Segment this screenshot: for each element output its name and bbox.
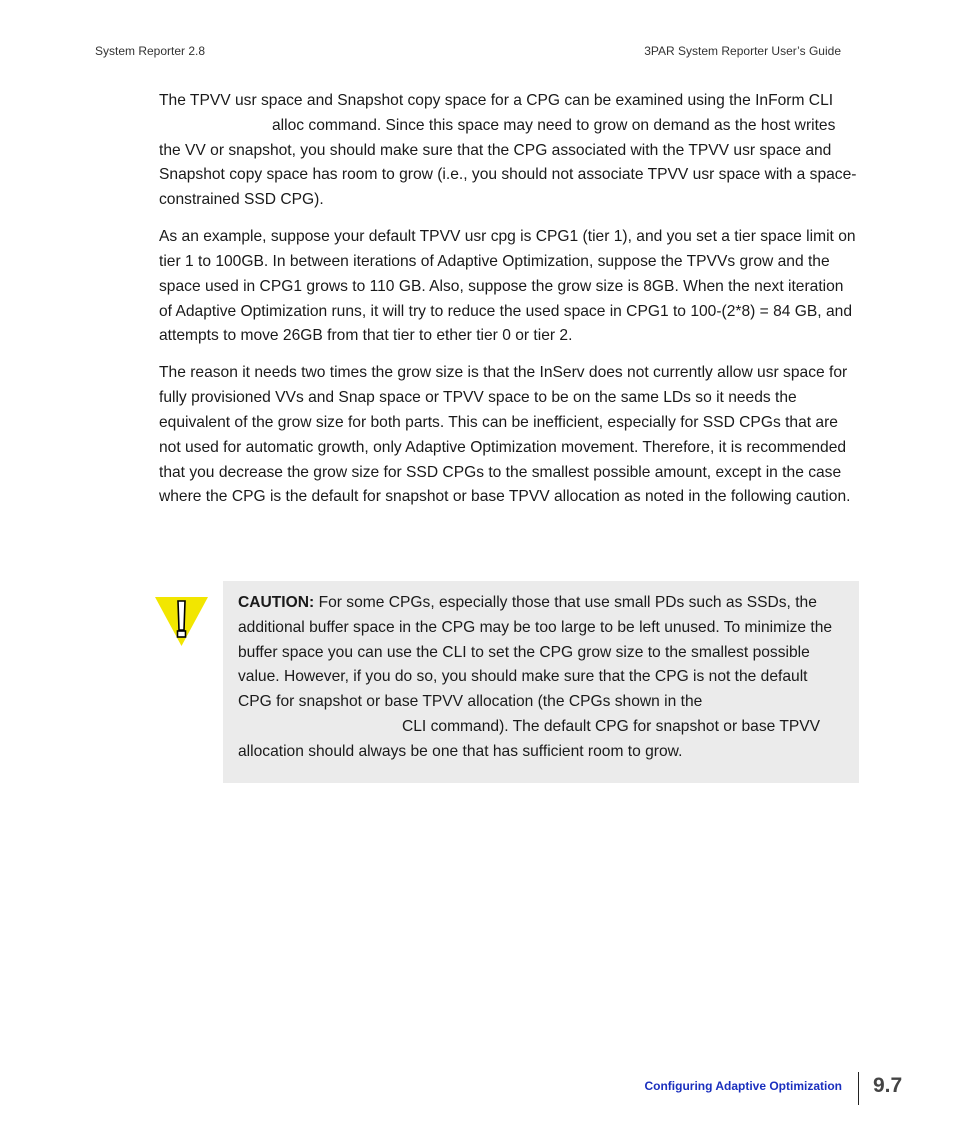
caution-label: CAUTION:	[238, 594, 315, 611]
page-number: 9.7	[873, 1074, 903, 1097]
footer-section-title: Configuring Adaptive Optimization	[644, 1079, 842, 1093]
paragraph-3: The reason it needs two times the grow size is that the InServ does not currently allow usr space for fully provisioned VVs and Snap space or TPVV space to be on the same LDs so it needs the equivalent of the grow size for both parts. This can be inefficient, especially for SSD CPGs that are not used for automatic growth, only Adaptive Optimization movement. Therefore, it is recommended that you decrease the grow size for SSD CPGs to the smallest possible amount, except in the case where the CPG is the default for snapshot or base TPVV allocation as noted in the following caution.	[159, 364, 851, 506]
warning-exclamation-icon	[155, 596, 209, 648]
paragraph-1-part-b: alloc command. Since this space may need to grow on demand as the host writes the VV or snapshot, you should make sure that the CPG associated with the TPVV usr space and Snapshot copy space has room to grow (i.e., you should not associate TPVV usr space with a space-constrained SSD CPG).	[159, 116, 857, 209]
body-text	[159, 89, 859, 522]
caution-text-b: CLI command). The default CPG for snapshot or base TPVV allocation should always be one that has sufficient room to grow.	[238, 717, 821, 760]
header-left: System Reporter 2.8	[95, 44, 206, 58]
paragraph-2: As an example, suppose your default TPVV usr cpg is CPG1 (tier 1), and you set a tier space limit on tier 1 to 100GB. In between iterations of Adaptive Optimization, suppose the TPVVs grow and the space used in CPG1 grows to 110 GB. Also, suppose the grow size is 8GB. When the next iteration of Adaptive Optimization runs, it will try to reduce the used space in CPG1 to 100-(2*8) = 84 GB, and attempts to move 26GB from that tier to ether tier 0 or tier 2.	[159, 228, 856, 345]
paragraph-1-part-a: The TPVV usr space and Snapshot copy space for a CPG can be examined using the InForm CLI	[159, 92, 834, 109]
caution-box	[223, 581, 859, 783]
caution-text-a: For some CPGs, especially those that use small PDs such as SSDs, the additional buffer space in the CPG may be too large to be left unused. To minimize the buffer space you can use the CLI to set the CPG grow size to the smallest possible value. However, if you do so, you should make sure that the CPG is not the default CPG for snapshot or base TPVV allocation (the CPGs shown in the	[238, 594, 833, 711]
footer-divider	[858, 1072, 859, 1105]
paragraph-1	[159, 89, 859, 213]
header-right: 3PAR System Reporter User’s Guide	[644, 44, 841, 58]
